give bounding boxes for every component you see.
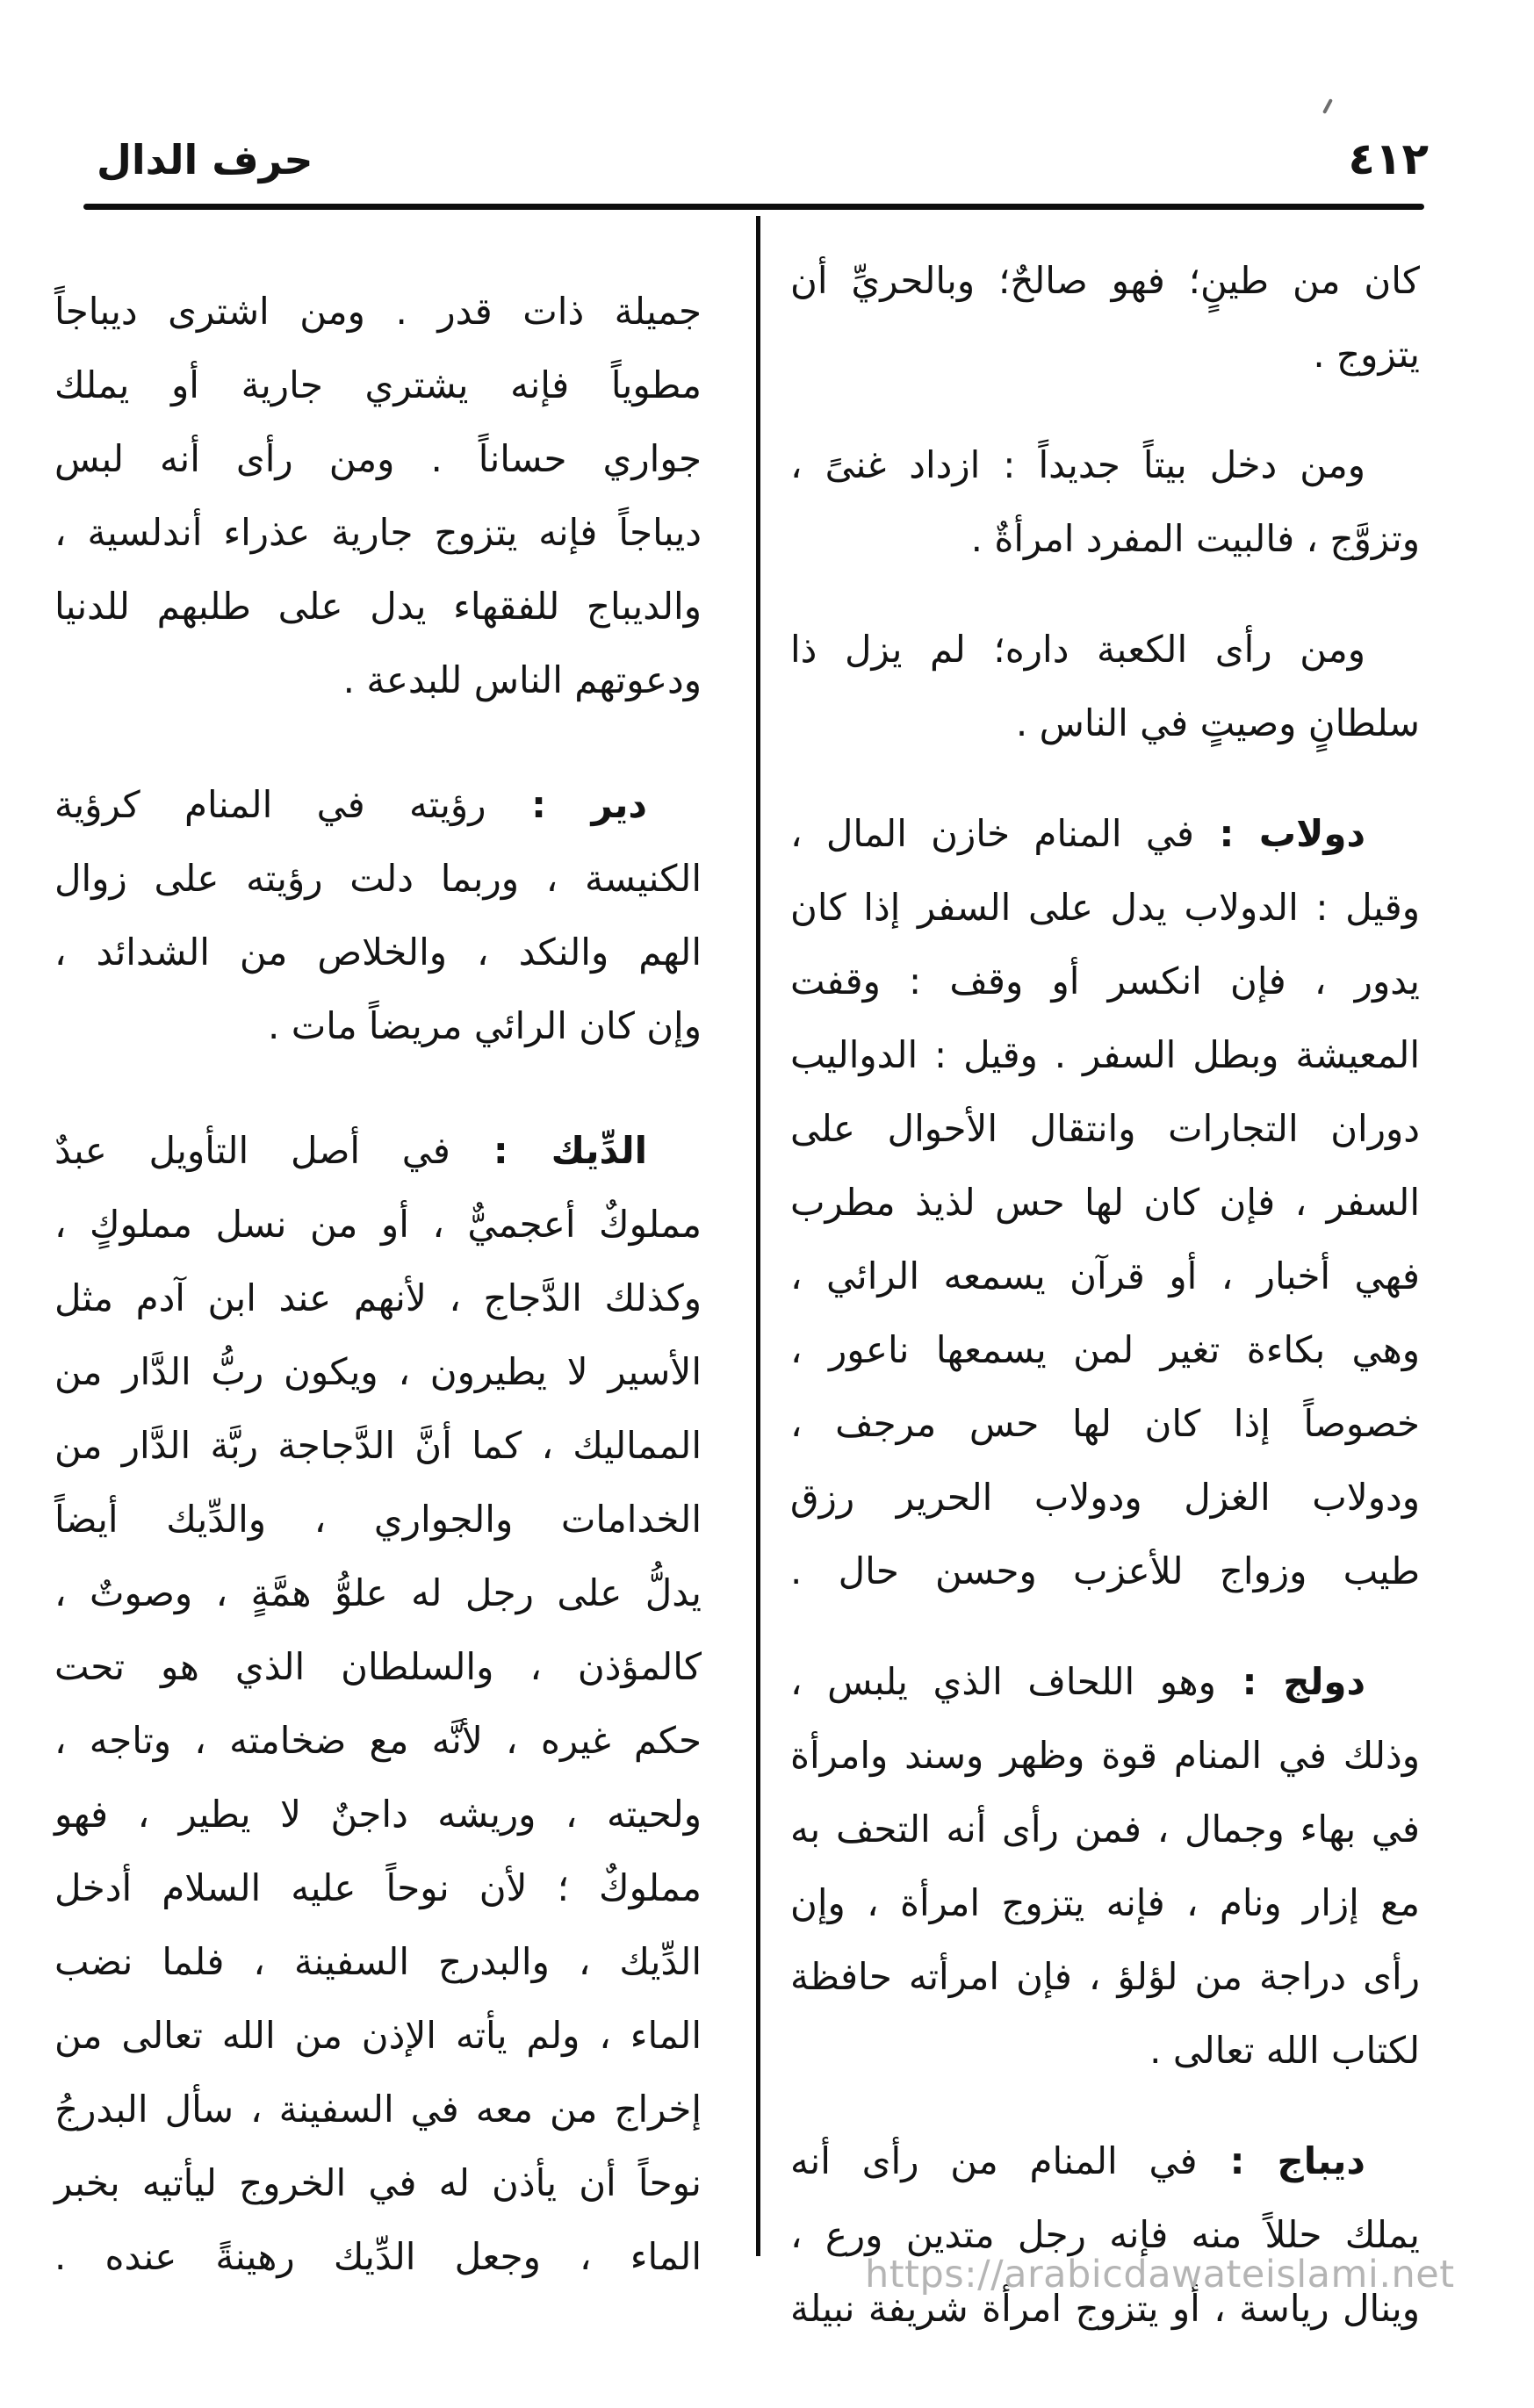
watermark-text: https://arabicdawateislami.net bbox=[865, 2253, 1455, 2297]
text-line: وينال رياسة ، أو يتزوج امرأة شريفة نبيلة bbox=[790, 2287, 1420, 2330]
text-line bbox=[54, 768, 702, 842]
text-line: والديباج للفقهاء يدل على طلبهم للدنيا bbox=[54, 585, 702, 628]
text-line: المماليك ، كما أنَّ الدَّجاجة ربَّة الدَّار من bbox=[54, 1424, 702, 1467]
text-line: الماء ، وجعل الدِّيك رهينةً عنده . bbox=[54, 2235, 702, 2278]
column-divider bbox=[756, 216, 760, 2256]
text-line: وذلك في المنام قوة وظهر وسند وامرأة bbox=[790, 1734, 1420, 1777]
entry-first-line-text: وهو اللحاف الذي يلبس ، bbox=[790, 1660, 1216, 1703]
entry-headword: دولاب : bbox=[1193, 812, 1365, 855]
text-line: ولحيته ، وريشه داجنٌ لا يطير ، فهو bbox=[54, 1793, 702, 1836]
text-line: كالمؤذن ، والسلطان الذي هو تحت bbox=[54, 1645, 702, 1688]
text-line: جميلة ذات قدر . ومن اشترى ديباجاً bbox=[54, 290, 702, 333]
text-line: مملوكٌ أعجميٌّ ، أو من نسل مملوكٍ ، bbox=[54, 1203, 702, 1246]
entry-headword: ديباج : bbox=[1197, 2139, 1365, 2182]
page-number: ٤١٢ bbox=[1348, 133, 1429, 184]
text-line: وهي بكاءة تغير لمن يسمعها ناعور ، bbox=[790, 1328, 1420, 1371]
text-line: ومن دخل بيتاً جديداً : ازداد غنىً ، bbox=[790, 443, 1365, 486]
text-line: دوران التجارات وانتقال الأحوال على bbox=[790, 1107, 1420, 1150]
text-line: يدور ، فإن انكسر أو وقف : وقفت bbox=[790, 960, 1420, 1003]
entry-headword: دير : bbox=[486, 783, 647, 826]
text-line bbox=[790, 2124, 1420, 2198]
text-line bbox=[54, 1114, 702, 1188]
text-line: وتزوَّج ، فالبيت المفرد امرأةٌ . bbox=[970, 517, 1420, 560]
text-line: إخراج من معه في السفينة ، سأل البدرجُ bbox=[54, 2088, 702, 2131]
text-line: سلطانٍ وصيتٍ في الناس . bbox=[1015, 701, 1420, 744]
text-line: ودولاب الغزل ودولاب الحرير رزق bbox=[790, 1476, 1420, 1519]
text-line: الكنيسة ، وربما دلت رؤيته على زوال bbox=[54, 857, 702, 900]
text-line: السفر ، فإن كان لها حس لذيذ مطرب bbox=[790, 1181, 1420, 1224]
text-line: يدلُّ على رجل له علوُّ همَّةٍ ، وصوتٌ ، bbox=[54, 1571, 702, 1614]
entry-first-line-text: رؤيته في المنام كرؤية bbox=[54, 783, 486, 826]
entry-headword: الدِّيك : bbox=[450, 1129, 647, 1172]
right-column bbox=[790, 224, 1455, 2383]
text-line: مملوكٌ ؛ لأن نوحاً عليه السلام أدخل bbox=[54, 1866, 702, 1909]
text-line: حكم غيره ، لأنَّه مع ضخامته ، وتاجه ، bbox=[54, 1719, 702, 1762]
stray-mark bbox=[1322, 98, 1333, 114]
text-line: كان من طينٍ؛ فهو صالحٌ؛ وبالحريِّ أن bbox=[790, 259, 1420, 302]
text-line: فهي أخبار ، أو قرآن يسمعه الرائي ، bbox=[790, 1254, 1420, 1297]
text-line: وكذلك الدَّجاج ، لأنهم عند ابن آدم مثل bbox=[54, 1276, 702, 1319]
header-rule bbox=[83, 204, 1424, 210]
text-line: مطوياً فإنه يشتري جارية أو يملك bbox=[54, 363, 702, 406]
text-line: الدِّيك ، والبدرج السفينة ، فلما نضب bbox=[54, 1940, 702, 1983]
text-line: طيب وزواج للأعزب وحسن حال . bbox=[790, 1549, 1420, 1592]
text-line: المعيشة وبطل السفر . وقيل : الدواليب bbox=[790, 1033, 1420, 1076]
text-line bbox=[790, 797, 1420, 871]
text-line: رأى دراجة من لؤلؤ ، فإن امرأته حافظة bbox=[790, 1955, 1420, 1998]
text-line: ومن رأى الكعبة داره؛ لم يزل ذا bbox=[790, 628, 1365, 671]
text-line: ديباجاً فإنه يتزوج جارية عذراء أندلسية ، bbox=[54, 511, 702, 554]
text-line bbox=[790, 1645, 1420, 1719]
entry-first-line-text: في المنام من رأى أنه bbox=[790, 2139, 1198, 2182]
text-line: نوحاً أن يأذن له في الخروج ليأتيه بخبر bbox=[54, 2161, 702, 2204]
text-line: وقيل : الدولاب يدل على السفر إذا كان bbox=[790, 886, 1420, 929]
text-line: يملك حللاً منه فإنه رجل متدين ورع ، bbox=[790, 2213, 1420, 2256]
text-line: جواري حساناً . ومن رأى أنه لبس bbox=[54, 437, 702, 480]
entry-headword: دولج : bbox=[1215, 1660, 1365, 1703]
text-line: مع إزار ونام ، فإنه يتزوج امرأة ، وإن bbox=[790, 1881, 1420, 1924]
left-column bbox=[54, 224, 702, 2331]
entry-first-line-text: في أصل التأويل عبدٌ bbox=[54, 1129, 450, 1172]
text-line: الخدامات والجواري ، والدِّيك أيضاً bbox=[54, 1498, 702, 1541]
chapter-title: حرف الدال bbox=[97, 136, 313, 183]
text-line: وإن كان الرائي مريضاً مات . bbox=[268, 1004, 702, 1047]
entry-first-line-text: في المنام خازن المال ، bbox=[790, 812, 1194, 855]
text-line: الهم والنكد ، والخلاص من الشدائد ، bbox=[54, 931, 702, 974]
text-line: الأسير لا يطيرون ، ويكون ربُّ الدَّار من bbox=[54, 1350, 702, 1393]
text-line: لكتاب الله تعالى . bbox=[1149, 2029, 1420, 2072]
text-line: الماء ، ولم يأته الإذن من الله تعالى من bbox=[54, 2014, 702, 2057]
text-line: يتزوج . bbox=[1313, 333, 1420, 376]
text-line: خصوصاً إذا كان لها حس مرجف ، bbox=[790, 1402, 1420, 1445]
text-line: في بهاء وجمال ، فمن رأى أنه التحف به bbox=[790, 1808, 1420, 1851]
text-line: ودعوتهم الناس للبدعة . bbox=[342, 658, 702, 701]
